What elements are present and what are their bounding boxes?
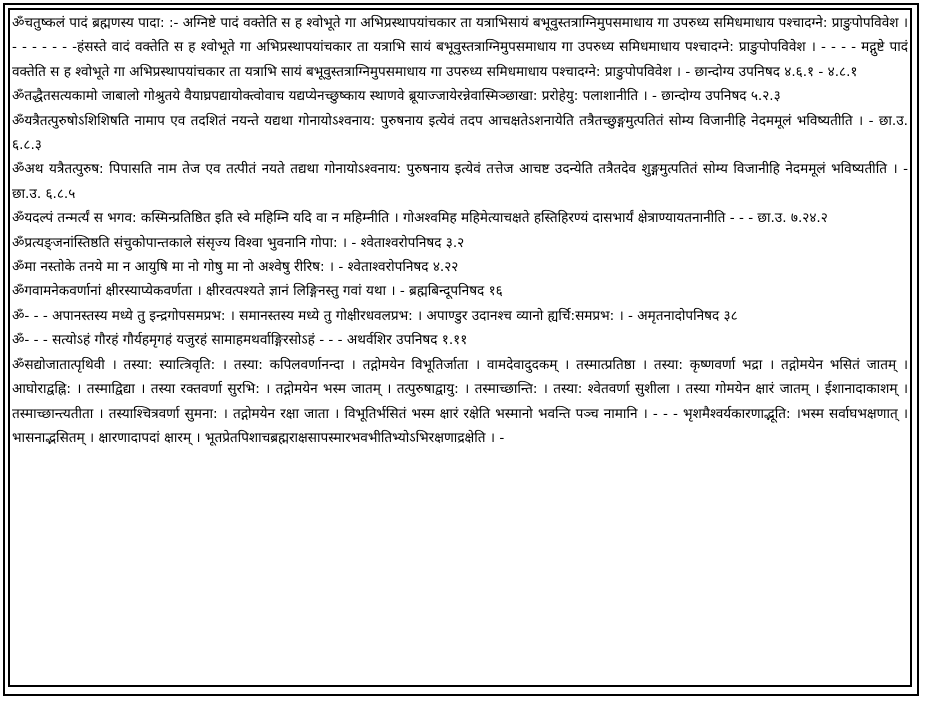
paragraph-8: ॐगवामनेकवर्णानां क्षीरस्याप्येकवर्णता । क्षीरवत्पश्यते ज्ञानं लिङ्गिनस्तु गवां यथा । - ब्रह्मबिन्दूपनिषद १६ [12, 283, 503, 300]
paragraph-4: ॐअथ यत्रैतत्पुरुष: पिपासति नाम तेज एव तत्पीतं नयते तद्यथा गोनायोऽश्वनाय: पुरुषनाय इत्येवं तत्तेज आचष्ट उदन्येति तत्रैतदेव शुङ्गमुत्पतितं सोम्य विजानीहि नेदममूलं भविष्यतीति । - छा.उ. ६.८.५ [12, 161, 908, 202]
document-body [12, 11, 908, 685]
paragraph-1: ॐचतुष्कलं पादं ब्रह्मणस्य पादा: :- अग्निष्टे पादं वक्तेति स ह श्वोभूते गा अभिप्रस्थापयांचकार ता यत्राभिसायं बभूवुस्तत्राग्निमुपसमाधाय गा उपरुध्य समिधमाधाय पश्चादग्ने: प्राङुपोपविवेश । - - - - - - -हंसस्ते वादं वक्तेति स ह श्वोभूते गा अभिप्रस्थापयांचकार ता यत्राभि सायं बभूवुस्तत्राग्निमुपसमाधाय गा उपरुध्य समिधमाधाय पश्चादग्ने: प्राङुपोपविवेश । - - - - मद्गुष्टे पादं वक्तेति स ह श्वोभूते गा अभिप्रस्थापयांचकार ता यत्राभि सायं बभूवुस्तत्राग्निमुपसमाधाय गा उपरुध्य समिधमाधाय पश्चादग्ने: प्राङुपोपविवेश । - छान्दोग्य उपनिषद ४.६.१ - ४.८.१ [12, 15, 908, 80]
paragraph-3: ॐयत्रैतत्पुरुषोऽशिशिषति नामाप एव तदशितं नयन्ते यद्यथा गोनायोऽश्वनाय: पुरुषनाय इत्येवं तदप आचक्षतेऽशनायेति तत्रैतच्छुङ्गमुत्पतितं सोम्य विजानीहि नेदममूलं भविष्यतीति । - छा.उ. ६.८.३ [12, 112, 908, 154]
paragraph-11: ॐसद्योजातात्पृथिवी । तस्या: स्यात्त्रिवृति: । तस्या: कपिलवर्णानन्दा । तद्गोमयेन विभूतिर्जाता । वामदेवादुदकम् । तस्मात्प्रतिष्ठा । तस्या: कृष्णवर्णा भद्रा । तद्गोमयेन भसितं जातम् । आघोराद्वह्नि: । तस्माद्विद्या । तस्या रक्तवर्णा सुरभि: । तद्गोमयेन भस्म जातम् । तत्पुरुषाद्वायु: । तस्माच्छान्ति: । तस्या: श्वेतवर्णा सुशीला । तस्या गोमयेन क्षारं जातम् । ईशानादाकाशम् । तस्माच्छान्त्यतीता । तस्याश्चित्रवर्णा सुमना: । तद्गोमयेन रक्षा जाता । विभूतिर्भसितं भस्म क्षारं रक्षेति भस्मानो भवन्ति पञ्च नामानि । - - - भृशमैश्वर्यकारणाद्भूति: ।भस्म सर्वाघभक्षणात् । भासनाद्भसितम् । क्षारणादापदां क्षारम् । भूतप्रेतपिशाचब्रह्मराक्षसापस्मारभवभीतिभ्योऽभिरक्षणाद्रक्षेति । - [12, 356, 908, 446]
paragraph-5: ॐयदल्पं तन्मर्त्यं स भगव: कस्मिन्प्रतिष्ठित इति स्वे महिम्नि यदि वा न महिम्नीति । गोअश्वमिह महिमेत्याचक्षते हस्तिहिरण्यं दासभार्यं क्षेत्राण्यायतनानीति - - - छा.उ. ७.२४.२ [12, 210, 828, 227]
paragraph-7: ॐमा नस्तोके तनये मा न आयुषि मा नो गोषु मा नो अश्वेषु रीरिष: । - श्वेताश्वरोपनिषद ४.२२ [12, 259, 459, 276]
paragraph-9: ॐ- - - अपानस्तस्य मध्ये तु इन्द्रगोपसमप्रभ: । समानस्तस्य मध्ये तु गोक्षीरधवलप्रभ: । अपाण्डुर उदानश्च व्यानो ह्यर्चि:समप्रभ: । - अमृतनादोपनिषद ३८ [12, 307, 738, 324]
paragraph-6: ॐप्रत्यङ्जनांस्तिष्ठति संचुकोपान्तकाले संसृज्य विश्वा भुवनानि गोपा: । - श्वेताश्वरोपनिषद ३.२ [12, 234, 465, 251]
paragraph-2: ॐतद्धैतसत्यकामो जाबालो गोश्रुतये वैयाघ्रपद्यायोक्त्वोवाच यद्यप्येनच्छुष्काय स्थाणवे ब्रूयाज्जायेरन्नेवास्मिञ्छाखा: प्ररोहेयु: पलाशानीति । - छान्दोग्य उपनिषद ५.२.३ [12, 88, 781, 105]
paragraph-10: ॐ- - - सत्योऽहं गौरहं गौर्यहमृगहं यजुरहं सामाहमथर्वाङ्गिरसोऽहं - - - अथर्वशिर उपनिषद १.११ [12, 332, 468, 349]
